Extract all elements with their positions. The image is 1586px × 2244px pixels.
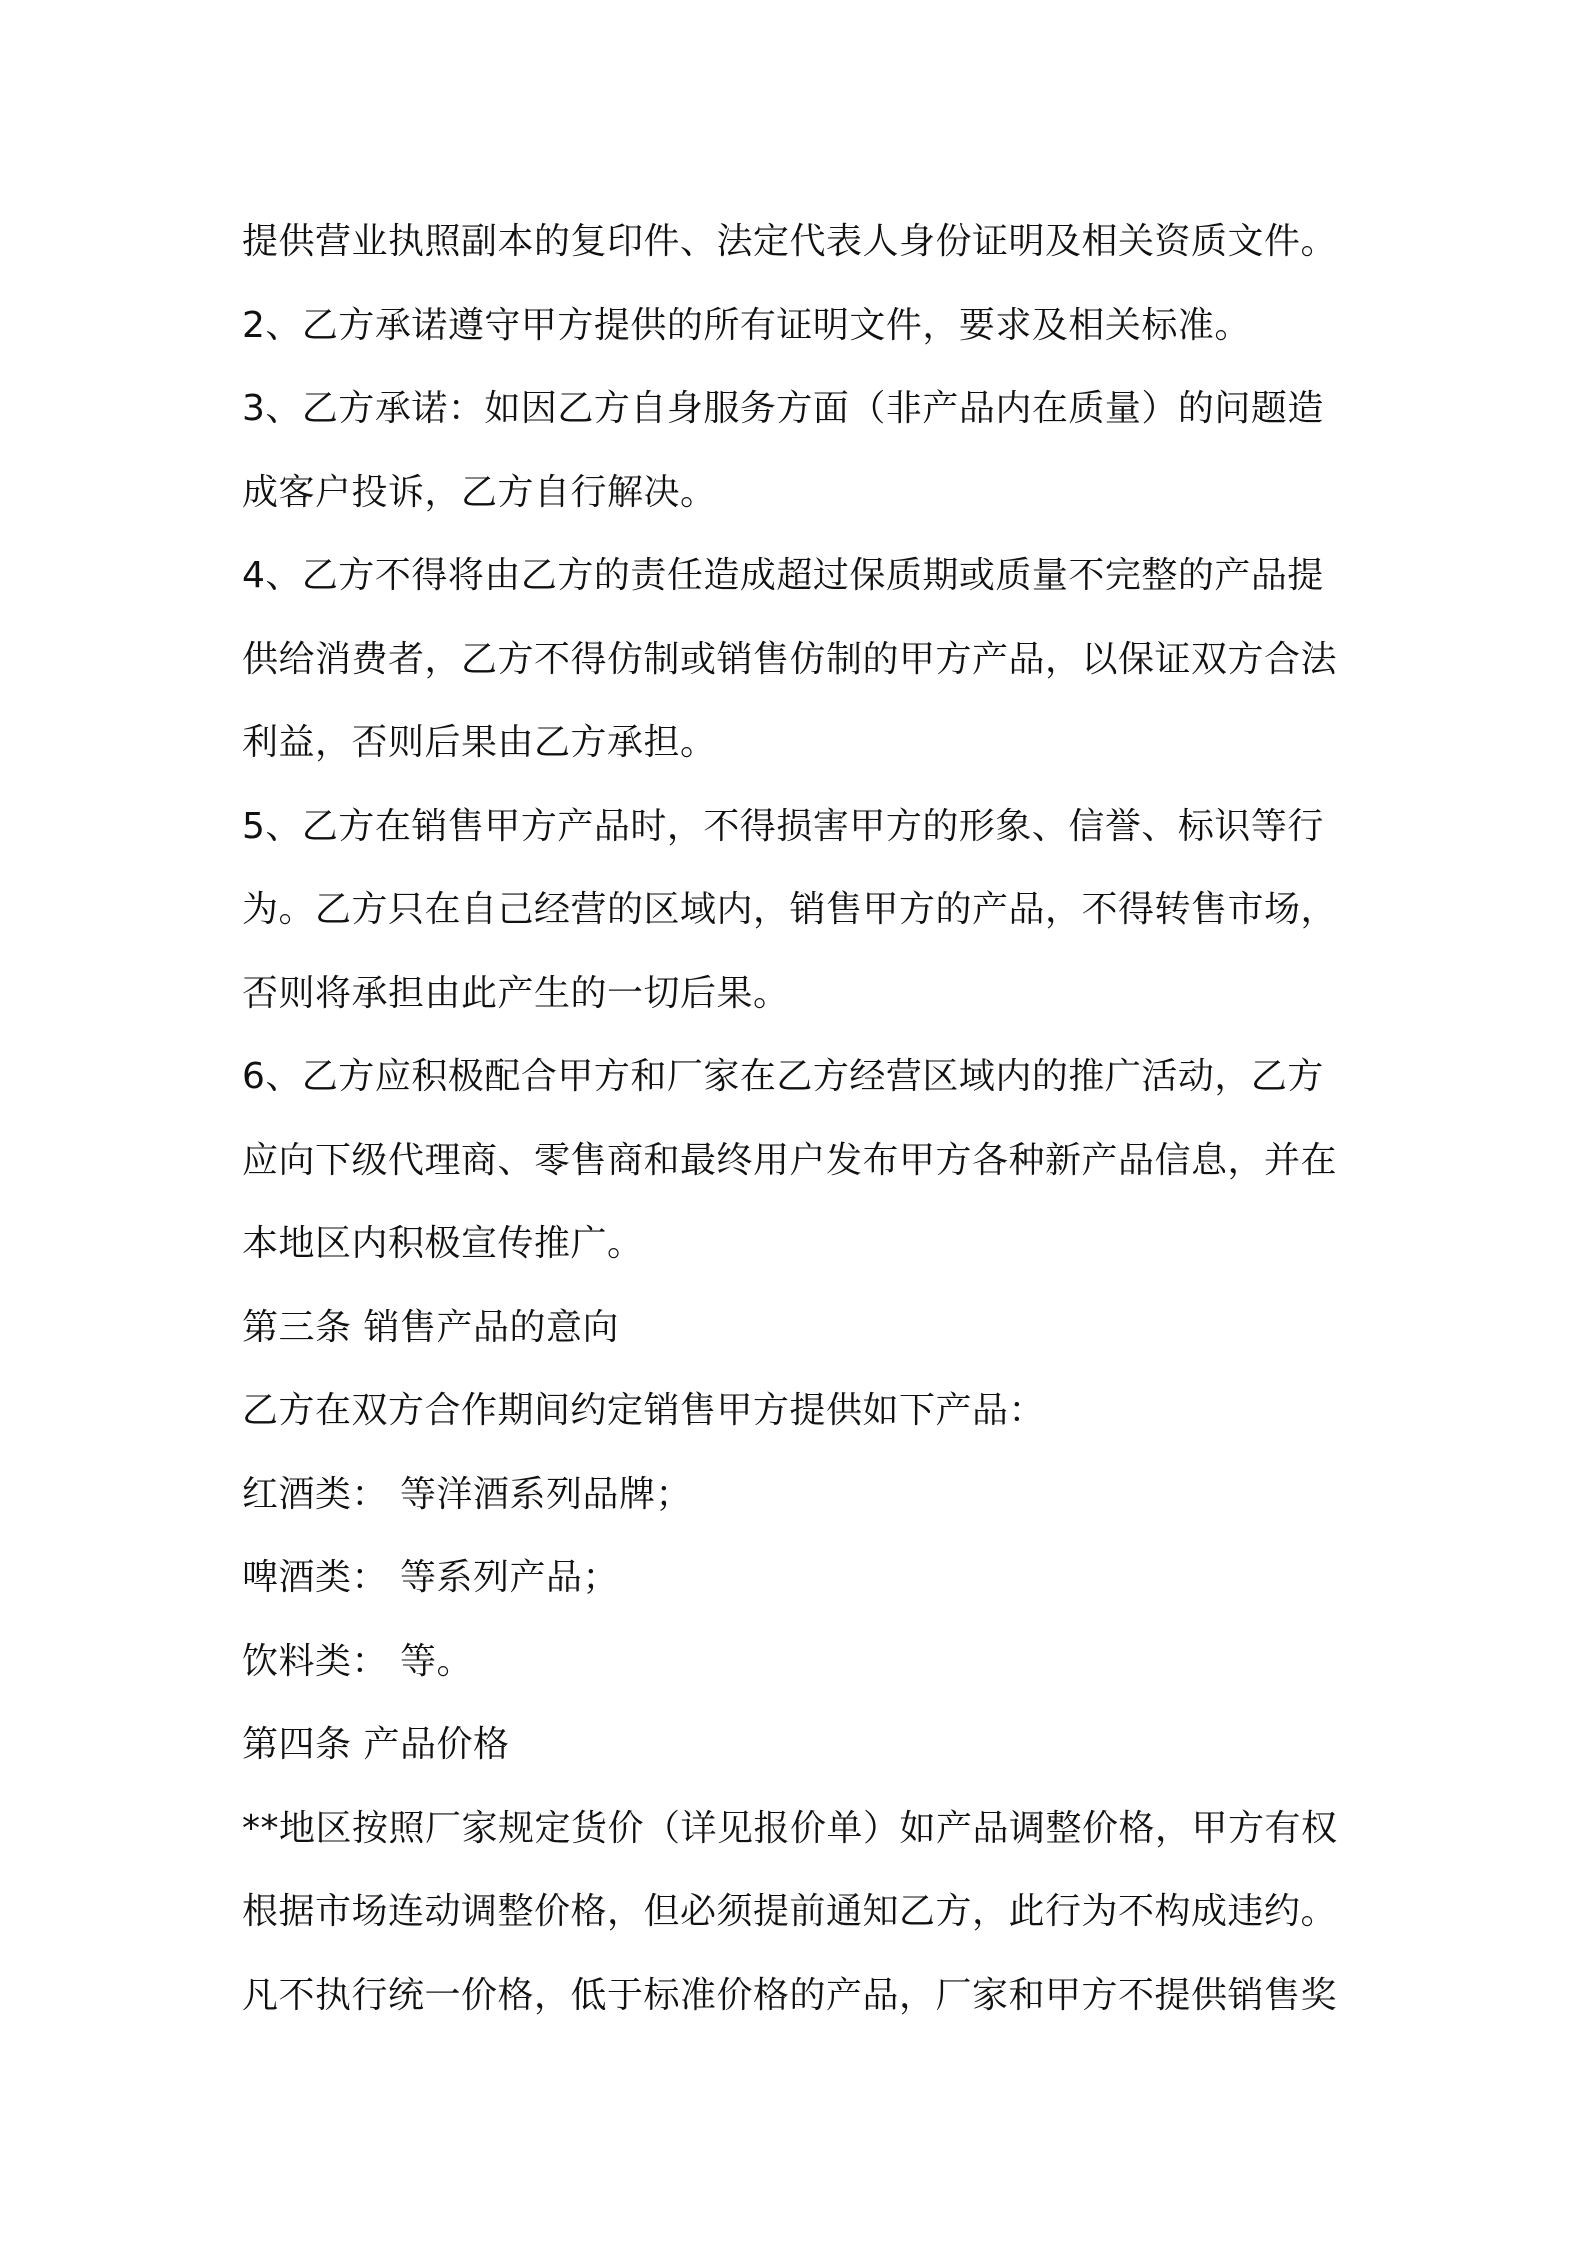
text-line: 为。乙方只在自己经营的区域内，销售甲方的产品，不得转售市场， <box>242 889 1338 930</box>
text-line: 2、乙方承诺遵守甲方提供的所有证明文件，要求及相关标准。 <box>242 304 1251 346</box>
text-line: 4、乙方不得将由乙方的责任造成超过保质期或质量不完整的产品提 <box>242 555 1324 596</box>
text-line: 根据市场连动调整价格，但必须提前通知乙方，此行为不构成违约。 <box>242 1891 1338 1932</box>
text-line: 3、乙方承诺：如因乙方自身服务方面（非产品内在质量）的问题造 <box>242 388 1324 429</box>
text-line: 本地区内积极宣传推广。 <box>242 1223 644 1264</box>
document-body <box>242 200 1362 2037</box>
text-line: 乙方在双方合作期间约定销售甲方提供如下产品： <box>242 1390 1046 1431</box>
text-line: 凡不执行统一价格，低于标准价格的产品，厂家和甲方不提供销售奖 <box>242 1974 1338 2016</box>
section-heading: 第三条 销售产品的意向 <box>242 1306 619 1348</box>
product-item: 红酒类： 等洋酒系列品牌； <box>242 1473 692 1515</box>
text-line: 应向下级代理商、零售商和最终用户发布甲方各种新产品信息，并在 <box>242 1139 1338 1181</box>
text-line: 否则将承担由此产生的一切后果。 <box>242 972 790 1014</box>
text-line: 成客户投诉，乙方自行解决。 <box>242 471 717 513</box>
product-item: 饮料类： 等。 <box>242 1640 473 1682</box>
text-line: **地区按照厂家规定货价（详见报价单）如产品调整价格，甲方有权 <box>242 1807 1338 1849</box>
text-line: 6、乙方应积极配合甲方和厂家在乙方经营区域内的推广活动，乙方 <box>242 1056 1324 1097</box>
product-item: 啤酒类： 等系列产品； <box>242 1557 619 1598</box>
text-line: 利益，否则后果由乙方承担。 <box>242 722 717 763</box>
text-line: 供给消费者，乙方不得仿制或销售仿制的甲方产品，以保证双方合法 <box>242 638 1338 680</box>
text-line: 5、乙方在销售甲方产品时，不得损害甲方的形象、信誉、标识等行 <box>242 805 1324 847</box>
section-heading: 第四条 产品价格 <box>242 1724 510 1765</box>
text-line: 提供营业执照副本的复印件、法定代表人身份证明及相关资质文件。 <box>242 221 1338 262</box>
